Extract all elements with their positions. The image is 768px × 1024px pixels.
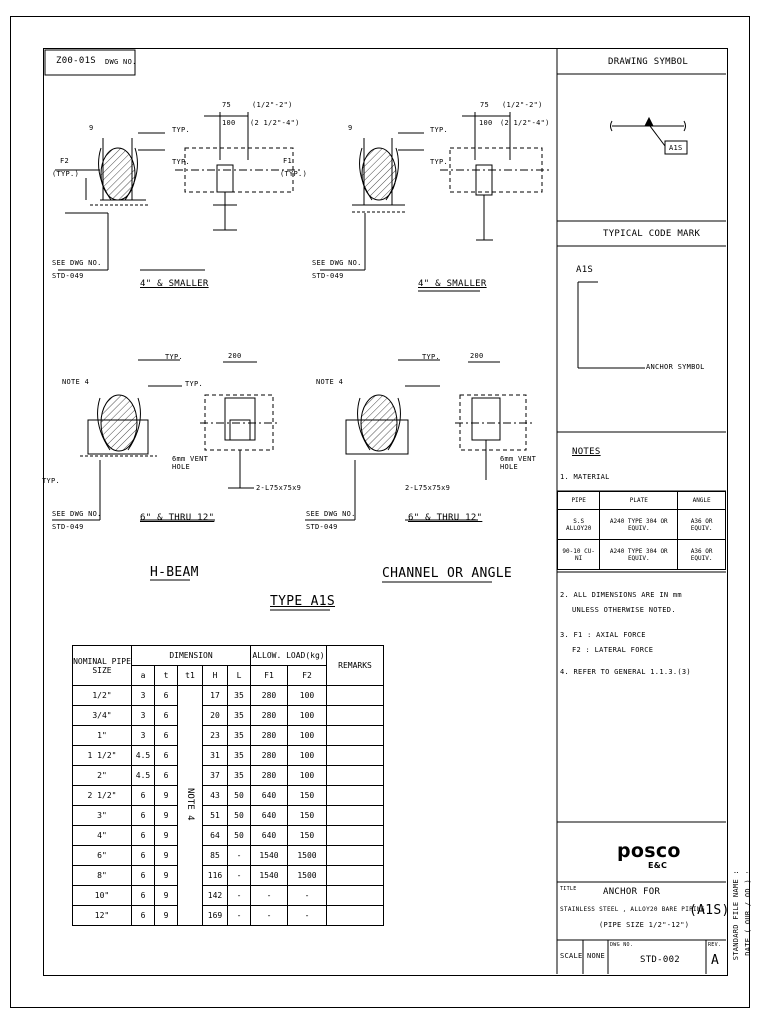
table-cell: 35 bbox=[228, 686, 251, 706]
table-cell: 9 bbox=[155, 866, 178, 886]
table-cell: 6 bbox=[155, 726, 178, 746]
table-cell: 142 bbox=[203, 886, 228, 906]
note4-1: NOTE 4 bbox=[62, 378, 90, 386]
title-code: (A1S) bbox=[689, 903, 730, 918]
mat-r2-angle: A36 OR EQUIV. bbox=[678, 540, 726, 570]
table-cell-remarks bbox=[327, 726, 384, 746]
table-row bbox=[73, 706, 384, 726]
vent-hole-2: 6mm VENT HOLE bbox=[500, 455, 537, 471]
note-4: 4. REFER TO GENERAL 1.1.3.(3) bbox=[560, 668, 691, 676]
table-cell: 3/4" bbox=[73, 706, 132, 726]
sub-a: a bbox=[132, 666, 155, 686]
table-cell: 10" bbox=[73, 886, 132, 906]
std-ref-1: STD-049 bbox=[52, 272, 84, 280]
table-cell: 51 bbox=[203, 806, 228, 826]
table-cell: 64 bbox=[203, 826, 228, 846]
company-logo-sub: E&C bbox=[648, 861, 668, 870]
mat-r2-plate: A240 TYPE 304 OR EQUIV. bbox=[600, 540, 678, 570]
table-cell-remarks bbox=[327, 686, 384, 706]
table-cell: 4.5 bbox=[132, 766, 155, 786]
company-logo: posco bbox=[617, 840, 681, 862]
table-cell: 50 bbox=[228, 826, 251, 846]
table-cell: 1540 bbox=[251, 866, 288, 886]
table-row bbox=[73, 846, 384, 866]
table-cell: - bbox=[228, 906, 251, 926]
typ-5: TYP. bbox=[165, 353, 184, 361]
table-cell: 9 bbox=[155, 906, 178, 926]
dim-range-a: (1/2"-2") bbox=[252, 101, 293, 109]
dim-200: 200 bbox=[228, 352, 242, 360]
table-row bbox=[73, 866, 384, 886]
dim-9: 9 bbox=[89, 124, 94, 132]
see-dwg-1: SEE DWG NO. bbox=[52, 259, 102, 267]
t1-note bbox=[178, 686, 203, 926]
note4-2: NOTE 4 bbox=[316, 378, 344, 386]
std-ref-2: STD-049 bbox=[312, 272, 344, 280]
sub-f2: F2 bbox=[288, 666, 327, 686]
table-cell: 150 bbox=[288, 786, 327, 806]
table-cell: 6 bbox=[132, 786, 155, 806]
dim-range-a-b: (1/2"-2") bbox=[502, 101, 543, 109]
table-cell: 6 bbox=[155, 746, 178, 766]
notes-title: NOTES bbox=[572, 447, 601, 457]
dim-200-b: 200 bbox=[470, 352, 484, 360]
caption-small-right: 4" & SMALLER bbox=[418, 279, 487, 289]
table-row bbox=[73, 806, 384, 826]
table-cell: 1" bbox=[73, 726, 132, 746]
sub-t1: t1 bbox=[178, 666, 203, 686]
table-cell: 100 bbox=[288, 746, 327, 766]
table-cell: 35 bbox=[228, 706, 251, 726]
table-cell: 280 bbox=[251, 746, 288, 766]
dwg-no-label: DWG NO. bbox=[610, 942, 634, 948]
table-cell: 50 bbox=[228, 786, 251, 806]
table-cell: - bbox=[251, 886, 288, 906]
mat-r2-pipe: 90-10 CU-NI bbox=[558, 540, 600, 570]
table-row bbox=[73, 686, 384, 706]
table-cell: 9 bbox=[155, 846, 178, 866]
f2-label: F2 bbox=[60, 157, 70, 165]
table-cell: 4.5 bbox=[132, 746, 155, 766]
drawing-reference: Z00-01S bbox=[56, 56, 97, 66]
sub-h: H bbox=[203, 666, 228, 686]
side-stamp-1: STANDARD FILE NAME : bbox=[732, 870, 740, 961]
table-cell: 50 bbox=[228, 806, 251, 826]
mat-header-angle: ANGLE bbox=[678, 492, 726, 510]
note-3b: F2 : LATERAL FORCE bbox=[572, 646, 654, 654]
title-line-2: STAINLESS STEEL , ALLOY20 BARE PIPING bbox=[560, 906, 705, 913]
table-cell: 35 bbox=[228, 746, 251, 766]
caption-small-left: 4" & SMALLER bbox=[140, 279, 209, 289]
table-row bbox=[73, 726, 384, 746]
see-dwg-4: SEE DWG NO. bbox=[306, 510, 356, 518]
table-cell: 20 bbox=[203, 706, 228, 726]
table-cell: 150 bbox=[288, 826, 327, 846]
table-cell: 23 bbox=[203, 726, 228, 746]
table-cell: 3" bbox=[73, 806, 132, 826]
dim-100-b: 100 bbox=[479, 119, 493, 127]
table-cell: 1 1/2" bbox=[73, 746, 132, 766]
dim-75-b: 75 bbox=[480, 101, 490, 109]
table-cell: 17 bbox=[203, 686, 228, 706]
table-cell-remarks bbox=[327, 906, 384, 926]
anchor-symbol-label: ANCHOR SYMBOL bbox=[646, 363, 705, 371]
table-cell-remarks bbox=[327, 806, 384, 826]
table-cell: 9 bbox=[155, 786, 178, 806]
note-2b: UNLESS OTHERWISE NOTED. bbox=[572, 606, 676, 614]
note-1: 1. MATERIAL bbox=[560, 473, 610, 481]
table-cell: 100 bbox=[288, 686, 327, 706]
table-cell: 640 bbox=[251, 786, 288, 806]
table-cell-remarks bbox=[327, 746, 384, 766]
table-cell-remarks bbox=[327, 866, 384, 886]
std-ref-4: STD-049 bbox=[306, 523, 338, 531]
channel-title: CHANNEL OR ANGLE bbox=[382, 566, 513, 581]
table-cell: 3 bbox=[132, 706, 155, 726]
caption-large-left: 6" & THRU 12" bbox=[140, 513, 215, 523]
rev-value: A bbox=[711, 953, 720, 968]
see-dwg-2: SEE DWG NO. bbox=[312, 259, 362, 267]
table-cell: 4" bbox=[73, 826, 132, 846]
table-cell-remarks bbox=[327, 786, 384, 806]
col-remarks: REMARKS bbox=[327, 646, 384, 686]
mat-r1-plate: A240 TYPE 304 OR EQUIV. bbox=[600, 510, 678, 540]
table-cell: 6 bbox=[155, 706, 178, 726]
table-cell: 1540 bbox=[251, 846, 288, 866]
scale-value: NONE bbox=[587, 952, 606, 960]
table-cell: - bbox=[228, 846, 251, 866]
table-row bbox=[73, 826, 384, 846]
table-cell: 100 bbox=[288, 726, 327, 746]
std-ref-3: STD-049 bbox=[52, 523, 84, 531]
table-cell: - bbox=[228, 866, 251, 886]
table-cell: 1/2" bbox=[73, 686, 132, 706]
drawing-reference-sub: DWG NO. bbox=[105, 58, 137, 66]
side-stamp-2: DATE ( OUR / OD ) : bbox=[744, 870, 752, 956]
table-cell: 6 bbox=[132, 886, 155, 906]
rev-label: REV. bbox=[708, 942, 722, 948]
col-nominal: NOMINAL PIPE SIZE bbox=[73, 646, 132, 686]
dim-range-b-b: (2 1/2"-4") bbox=[500, 119, 550, 127]
table-row bbox=[73, 886, 384, 906]
f1-label: F1 bbox=[283, 157, 293, 165]
angle-1: 2-L75x75x9 bbox=[256, 484, 302, 492]
table-cell: - bbox=[288, 886, 327, 906]
col-dimension: DIMENSION bbox=[132, 646, 251, 666]
material-table bbox=[557, 491, 726, 570]
table-cell-remarks bbox=[327, 846, 384, 866]
note-3a: 3. F1 : AXIAL FORCE bbox=[560, 631, 646, 639]
table-row bbox=[73, 766, 384, 786]
table-cell: 37 bbox=[203, 766, 228, 786]
table-cell: 3 bbox=[132, 726, 155, 746]
code-mark-label: A1S bbox=[576, 265, 594, 275]
table-cell: 35 bbox=[228, 766, 251, 786]
table-row bbox=[73, 786, 384, 806]
caption-large-right: 6" & THRU 12" bbox=[408, 513, 483, 523]
table-cell: 2" bbox=[73, 766, 132, 786]
sub-f1: F1 bbox=[251, 666, 288, 686]
mat-r1-angle: A36 OR EQUIV. bbox=[678, 510, 726, 540]
load-table bbox=[72, 645, 384, 926]
table-cell: 12" bbox=[73, 906, 132, 926]
table-cell: 6 bbox=[155, 686, 178, 706]
load-table-body bbox=[73, 686, 384, 926]
table-cell: 150 bbox=[288, 806, 327, 826]
table-cell: 6 bbox=[155, 766, 178, 786]
see-dwg-3: SEE DWG NO. bbox=[52, 510, 102, 518]
typ-1: TYP. bbox=[172, 126, 191, 134]
table-cell: - bbox=[228, 886, 251, 906]
sub-t: t bbox=[155, 666, 178, 686]
table-cell: 6 bbox=[132, 846, 155, 866]
table-row bbox=[73, 906, 384, 926]
typ-6: TYP. bbox=[185, 380, 204, 388]
note-2a: 2. ALL DIMENSIONS ARE IN mm bbox=[560, 591, 682, 599]
table-cell-remarks bbox=[327, 766, 384, 786]
typ-3: TYP. bbox=[430, 126, 449, 134]
code-mark-title: TYPICAL CODE MARK bbox=[603, 229, 701, 239]
table-cell: 6 bbox=[132, 826, 155, 846]
h-beam-title: H-BEAM bbox=[150, 565, 199, 580]
mat-header-plate: PLATE bbox=[600, 492, 678, 510]
table-cell: 8" bbox=[73, 866, 132, 886]
dim-75: 75 bbox=[222, 101, 232, 109]
f2-typ: (TYP.) bbox=[52, 170, 80, 178]
table-cell: 31 bbox=[203, 746, 228, 766]
table-cell-remarks bbox=[327, 826, 384, 846]
typ-4: TYP. bbox=[430, 158, 449, 166]
sub-l: L bbox=[228, 666, 251, 686]
table-cell: 9 bbox=[155, 886, 178, 906]
title-label: TITLE bbox=[560, 886, 577, 892]
angle-2: 2-L75x75x9 bbox=[405, 484, 451, 492]
table-cell-remarks bbox=[327, 706, 384, 726]
dim-range-b: (2 1/2"-4") bbox=[250, 119, 300, 127]
table-cell: 169 bbox=[203, 906, 228, 926]
table-cell: 85 bbox=[203, 846, 228, 866]
table-cell: 640 bbox=[251, 826, 288, 846]
dim-100: 100 bbox=[222, 119, 236, 127]
drawing-symbol-mark: A1S bbox=[669, 144, 683, 152]
table-row bbox=[73, 746, 384, 766]
f1-typ: (TYP.) bbox=[280, 170, 308, 178]
table-cell: 43 bbox=[203, 786, 228, 806]
table-cell-remarks bbox=[327, 886, 384, 906]
typ-2: TYP. bbox=[172, 158, 191, 166]
col-allow: ALLOW. LOAD(kg) bbox=[251, 646, 327, 666]
title-line-1: ANCHOR FOR bbox=[603, 887, 661, 897]
dwg-no: STD-002 bbox=[640, 955, 681, 965]
table-cell: 280 bbox=[251, 686, 288, 706]
title-line-3: (PIPE SIZE 1/2"-12") bbox=[599, 921, 690, 929]
vent-hole-1: 6mm VENT HOLE bbox=[172, 455, 209, 471]
table-cell: 35 bbox=[228, 726, 251, 746]
dim-9-b: 9 bbox=[348, 124, 353, 132]
table-cell: 9 bbox=[155, 806, 178, 826]
scale-label: SCALE bbox=[560, 952, 583, 960]
table-cell: 116 bbox=[203, 866, 228, 886]
drawing-symbol-title: DRAWING SYMBOL bbox=[608, 57, 689, 67]
table-cell: 100 bbox=[288, 766, 327, 786]
typ-7: TYP. bbox=[42, 477, 61, 485]
typ-8: TYP. bbox=[422, 353, 441, 361]
t1-note-text: NOTE 4 bbox=[185, 788, 195, 821]
table-cell: 1500 bbox=[288, 866, 327, 886]
table-cell: 1500 bbox=[288, 846, 327, 866]
table-cell: 6" bbox=[73, 846, 132, 866]
table-cell: - bbox=[288, 906, 327, 926]
table-cell: 2 1/2" bbox=[73, 786, 132, 806]
table-cell: 9 bbox=[155, 826, 178, 846]
mat-r1-pipe: S.S ALLOY20 bbox=[558, 510, 600, 540]
table-cell: 6 bbox=[132, 906, 155, 926]
table-cell: 3 bbox=[132, 686, 155, 706]
table-cell: 6 bbox=[132, 866, 155, 886]
mat-header-pipe: PIPE bbox=[558, 492, 600, 510]
table-cell: - bbox=[251, 906, 288, 926]
type-title: TYPE A1S bbox=[270, 594, 336, 609]
table-cell: 640 bbox=[251, 806, 288, 826]
table-cell: 280 bbox=[251, 706, 288, 726]
table-cell: 280 bbox=[251, 726, 288, 746]
table-cell: 6 bbox=[132, 806, 155, 826]
table-cell: 100 bbox=[288, 706, 327, 726]
table-cell: 280 bbox=[251, 766, 288, 786]
